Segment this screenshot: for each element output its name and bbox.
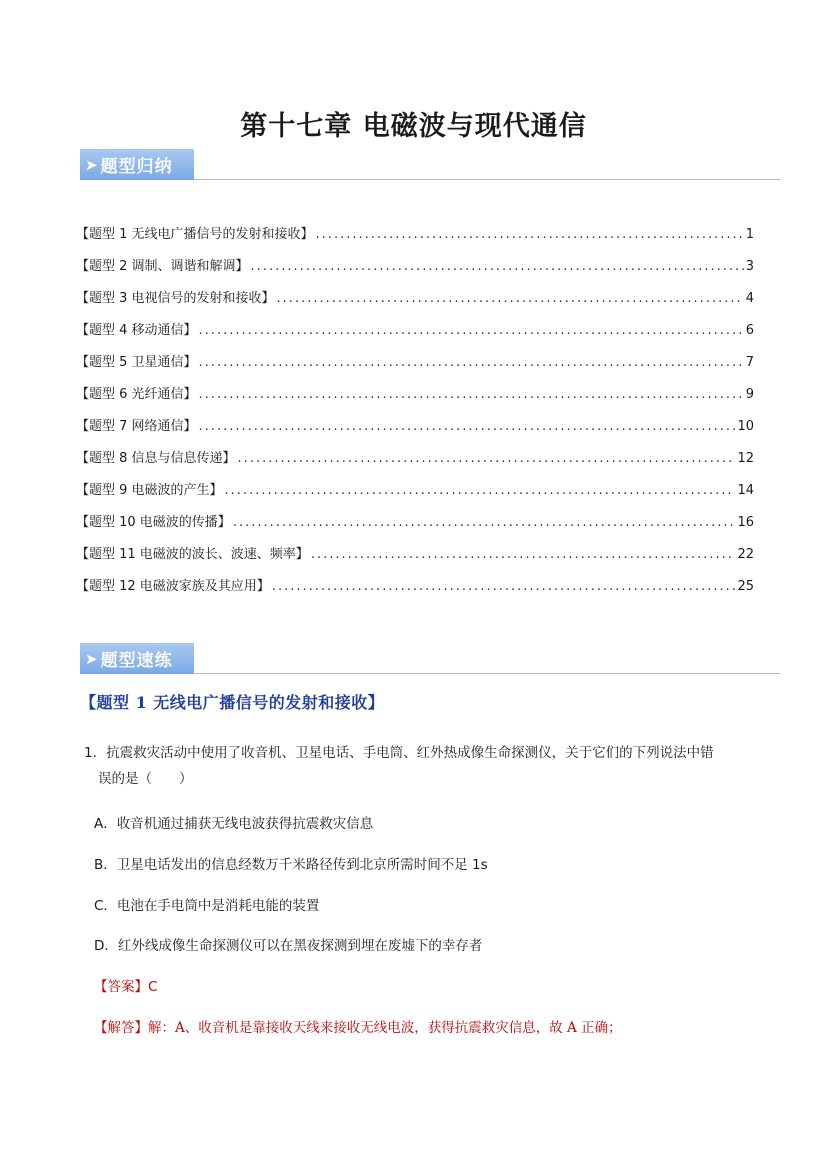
toc-entry-label: 【题型 12 电磁波家族及其应用】	[76, 579, 270, 594]
toc-entry[interactable]	[76, 511, 754, 543]
banner-label: 题型速练	[100, 651, 173, 671]
toc-leader-dots	[199, 355, 744, 370]
toc-entry-page: 4	[745, 291, 754, 306]
toc-entry-page: 14	[737, 483, 754, 498]
toc-entry-page: 16	[737, 515, 754, 530]
toc-entry-label: 【题型 2 调制、调谐和解调】	[76, 259, 249, 274]
toc-entry-label: 【题型 4 移动通信】	[76, 323, 197, 338]
toc-entry[interactable]	[76, 447, 754, 479]
toc-entry-page: 12	[737, 451, 754, 466]
toc-entry[interactable]	[76, 543, 754, 575]
toc-leader-dots	[225, 483, 736, 498]
option-d: D．红外线成像生命探测仪可以在黑夜探测到埋在废墟下的幸存者	[94, 938, 483, 954]
section-banner-practice	[80, 643, 780, 677]
toc-leader-dots	[311, 547, 736, 562]
toc-entry-label: 【题型 10 电磁波的传播】	[76, 515, 231, 530]
toc-entry-page: 10	[737, 419, 754, 434]
toc-entry-page: 9	[745, 387, 754, 402]
divider	[194, 179, 780, 180]
toc-entry-page: 3	[745, 259, 754, 274]
explanation-text: 【解答】解：A、收音机是靠接收天线来接收无线电波，获得抗震救灾信息，故 A 正确；	[94, 1020, 622, 1036]
toc-entry[interactable]	[76, 479, 754, 511]
divider	[194, 673, 780, 674]
toc-leader-dots	[251, 259, 744, 274]
banner-box	[80, 149, 194, 180]
toc-entry-label: 【题型 9 电磁波的产生】	[76, 483, 223, 498]
toc-entry-page: 25	[737, 579, 754, 594]
toc-entry-label: 【题型 6 光纤通信】	[76, 387, 197, 402]
answer-text: 【答案】C	[94, 979, 158, 995]
toc-leader-dots	[233, 515, 736, 530]
toc-entry-label: 【题型 5 卫星通信】	[76, 355, 197, 370]
toc-entry-label: 【题型 11 电磁波的波长、波速、频率】	[76, 547, 309, 562]
toc-leader-dots	[238, 451, 736, 466]
toc-entry[interactable]	[76, 223, 754, 255]
toc-entry-label: 【题型 8 信息与信息传递】	[76, 451, 236, 466]
option-a: A．收音机通过捕获无线电波获得抗震救灾信息	[94, 816, 374, 832]
toc-entry[interactable]	[76, 351, 754, 383]
option-c: C．电池在手电筒中是消耗电能的装置	[94, 898, 320, 914]
toc-entry[interactable]	[76, 319, 754, 351]
toc-entry-label: 【题型 7 网络通信】	[76, 419, 197, 434]
toc-entry[interactable]	[76, 255, 754, 287]
toc-entry[interactable]	[76, 287, 754, 319]
toc-entry[interactable]	[76, 415, 754, 447]
question-type-heading: 【题型 1 无线电广播信号的发射和接收】	[80, 693, 385, 712]
table-of-contents	[76, 223, 754, 607]
toc-leader-dots	[277, 291, 744, 306]
toc-entry-label: 【题型 3 电视信号的发射和接收】	[76, 291, 275, 306]
question-line-1: 1．抗震救灾活动中使用了收音机、卫星电话、手电筒、红外热成像生命探测仪，关于它们的下列说法中错	[84, 745, 714, 761]
toc-entry-label: 【题型 1 无线电广播信号的发射和接收】	[76, 227, 314, 242]
toc-leader-dots	[199, 419, 736, 434]
toc-leader-dots	[199, 387, 744, 402]
toc-entry-page: 22	[737, 547, 754, 562]
toc-leader-dots	[272, 579, 736, 594]
section-banner-summary	[80, 149, 780, 183]
question-stem	[84, 740, 764, 792]
arrow-right-icon: ➤	[85, 155, 98, 174]
page-title: 第十七章 电磁波与现代通信	[240, 111, 587, 142]
toc-entry-page: 6	[745, 323, 754, 338]
question-line-2: 误的是（ ）	[98, 771, 193, 787]
arrow-right-icon: ➤	[85, 649, 98, 668]
banner-label: 题型归纳	[100, 157, 173, 177]
banner-box	[80, 643, 194, 674]
toc-entry-page: 1	[745, 227, 754, 242]
toc-leader-dots	[199, 323, 744, 338]
option-b: B．卫星电话发出的信息经数万千米路径传到北京所需时间不足 1s	[94, 857, 488, 873]
toc-entry[interactable]	[76, 575, 754, 607]
toc-entry-page: 7	[745, 355, 754, 370]
toc-entry[interactable]	[76, 383, 754, 415]
toc-leader-dots	[316, 227, 744, 242]
